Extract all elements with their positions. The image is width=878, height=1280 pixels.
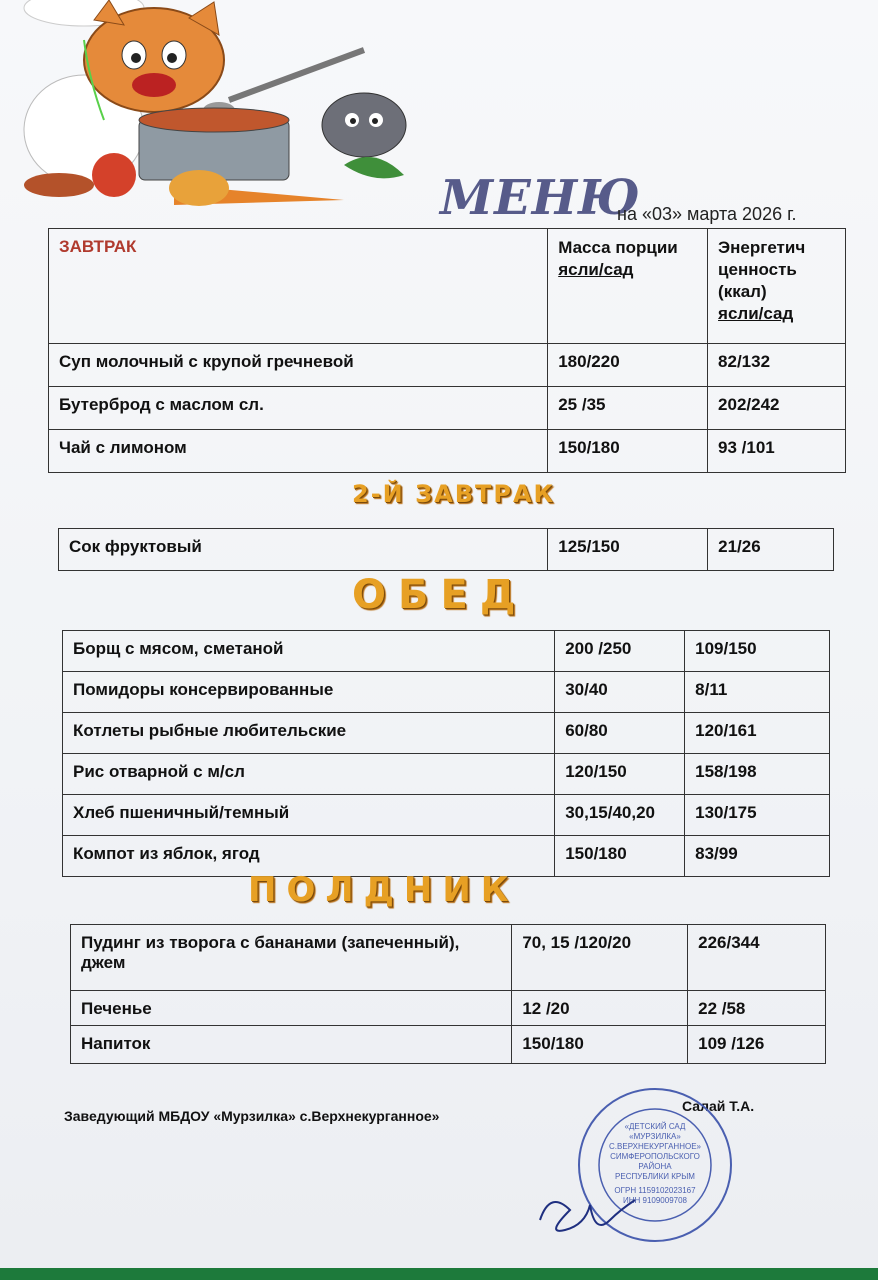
dish-name: Бутерброд с маслом сл. bbox=[49, 387, 548, 430]
snack-heading: ПОЛДНИК bbox=[248, 870, 519, 910]
table-row bbox=[71, 1026, 826, 1064]
dish-mass: 30,15/40,20 bbox=[555, 795, 685, 836]
table-row bbox=[71, 991, 826, 1026]
dish-mass: 200 /250 bbox=[555, 631, 685, 672]
signer-name: Салай Т.А. bbox=[682, 1098, 755, 1114]
dish-name: Рис отварной с м/сл bbox=[63, 754, 555, 795]
dish-mass: 180/220 bbox=[548, 344, 708, 387]
dish-name: Суп молочный с крупой гречневой bbox=[49, 344, 548, 387]
table-row bbox=[63, 672, 830, 713]
table-row bbox=[63, 795, 830, 836]
dish-mass: 25 /35 bbox=[548, 387, 708, 430]
director-line: Заведующий МБДОУ «Мурзилка» с.Верхнекурганное» bbox=[64, 1108, 440, 1124]
mass-column-header: Масса порции ясли/сад bbox=[548, 229, 708, 344]
table-row bbox=[59, 529, 834, 571]
dish-name: Напиток bbox=[71, 1026, 512, 1064]
dish-energy: 21/26 bbox=[708, 529, 834, 571]
chef-cat-cooking-icon bbox=[14, 0, 424, 215]
stamp-line: СИМФЕРОПОЛЬСКОГО bbox=[610, 1152, 700, 1161]
breakfast-table bbox=[48, 228, 846, 473]
dish-energy: 109/150 bbox=[685, 631, 830, 672]
energy-column-header: Энергетич ценность (ккал) ясли/сад bbox=[708, 229, 846, 344]
dish-mass: 70, 15 /120/20 bbox=[512, 925, 688, 991]
second-breakfast-heading: 2-Й ЗАВТРАК bbox=[352, 480, 556, 508]
dish-name: Пудинг из творога с бананами (запеченный), джем bbox=[71, 925, 512, 991]
page-title: МЕНЮ bbox=[440, 170, 641, 226]
dish-energy: 83/99 bbox=[685, 836, 830, 877]
bottom-strip bbox=[0, 1268, 878, 1280]
dish-mass: 150/180 bbox=[512, 1026, 688, 1064]
stamp-line: РЕСПУБЛИКИ КРЫМ bbox=[615, 1172, 695, 1181]
stamp-line: «ДЕТСКИЙ САД bbox=[624, 1122, 686, 1131]
dish-mass: 150/180 bbox=[548, 430, 708, 473]
table-row bbox=[63, 713, 830, 754]
dish-name: Помидоры консервированные bbox=[63, 672, 555, 713]
dish-mass: 120/150 bbox=[555, 754, 685, 795]
table-row bbox=[63, 754, 830, 795]
dish-energy: 109 /126 bbox=[688, 1026, 826, 1064]
lunch-heading: ОБЕД bbox=[352, 572, 528, 618]
dish-mass: 125/150 bbox=[548, 529, 708, 571]
breakfast-label: ЗАВТРАК bbox=[49, 229, 548, 344]
dish-energy: 82/132 bbox=[708, 344, 846, 387]
table-row bbox=[49, 387, 846, 430]
snack-table bbox=[70, 924, 826, 1064]
dish-name: Чай с лимоном bbox=[49, 430, 548, 473]
dish-energy: 120/161 bbox=[685, 713, 830, 754]
dish-mass: 30/40 bbox=[555, 672, 685, 713]
dish-name: Печенье bbox=[71, 991, 512, 1026]
table-header-row bbox=[49, 229, 846, 344]
dish-name: Хлеб пшеничный/темный bbox=[63, 795, 555, 836]
dish-energy: 202/242 bbox=[708, 387, 846, 430]
table-row bbox=[63, 631, 830, 672]
dish-name: Борщ с мясом, сметаной bbox=[63, 631, 555, 672]
dish-energy: 158/198 bbox=[685, 754, 830, 795]
dish-energy: 130/175 bbox=[685, 795, 830, 836]
dish-name: Котлеты рыбные любительские bbox=[63, 713, 555, 754]
stamp-line: «МУРЗИЛКА» bbox=[629, 1132, 681, 1141]
dish-energy: 8/11 bbox=[685, 672, 830, 713]
table-row bbox=[49, 430, 846, 473]
lunch-table bbox=[62, 630, 830, 877]
stamp-line: РАЙОНА bbox=[638, 1162, 672, 1171]
stamp-line: С.ВЕРХНЕКУРГАННОЕ» bbox=[609, 1142, 701, 1151]
dish-energy: 226/344 bbox=[688, 925, 826, 991]
handwritten-signature-icon bbox=[530, 1180, 640, 1240]
dish-mass: 12 /20 bbox=[512, 991, 688, 1026]
dish-energy: 93 /101 bbox=[708, 430, 846, 473]
dish-name: Компот из яблок, ягод bbox=[63, 836, 555, 877]
second-breakfast-table bbox=[58, 528, 834, 571]
stamp-line: ИНН 9109009708 bbox=[622, 1196, 688, 1205]
menu-date: на «03» марта 2026 г. bbox=[617, 204, 797, 224]
table-row bbox=[71, 925, 826, 991]
dish-mass: 60/80 bbox=[555, 713, 685, 754]
table-row bbox=[49, 344, 846, 387]
stamp-line: ОГРН 1159102023167 bbox=[614, 1186, 696, 1195]
dish-name: Сок фруктовый bbox=[59, 529, 548, 571]
dish-mass: 150/180 bbox=[555, 836, 685, 877]
dish-energy: 22 /58 bbox=[688, 991, 826, 1026]
